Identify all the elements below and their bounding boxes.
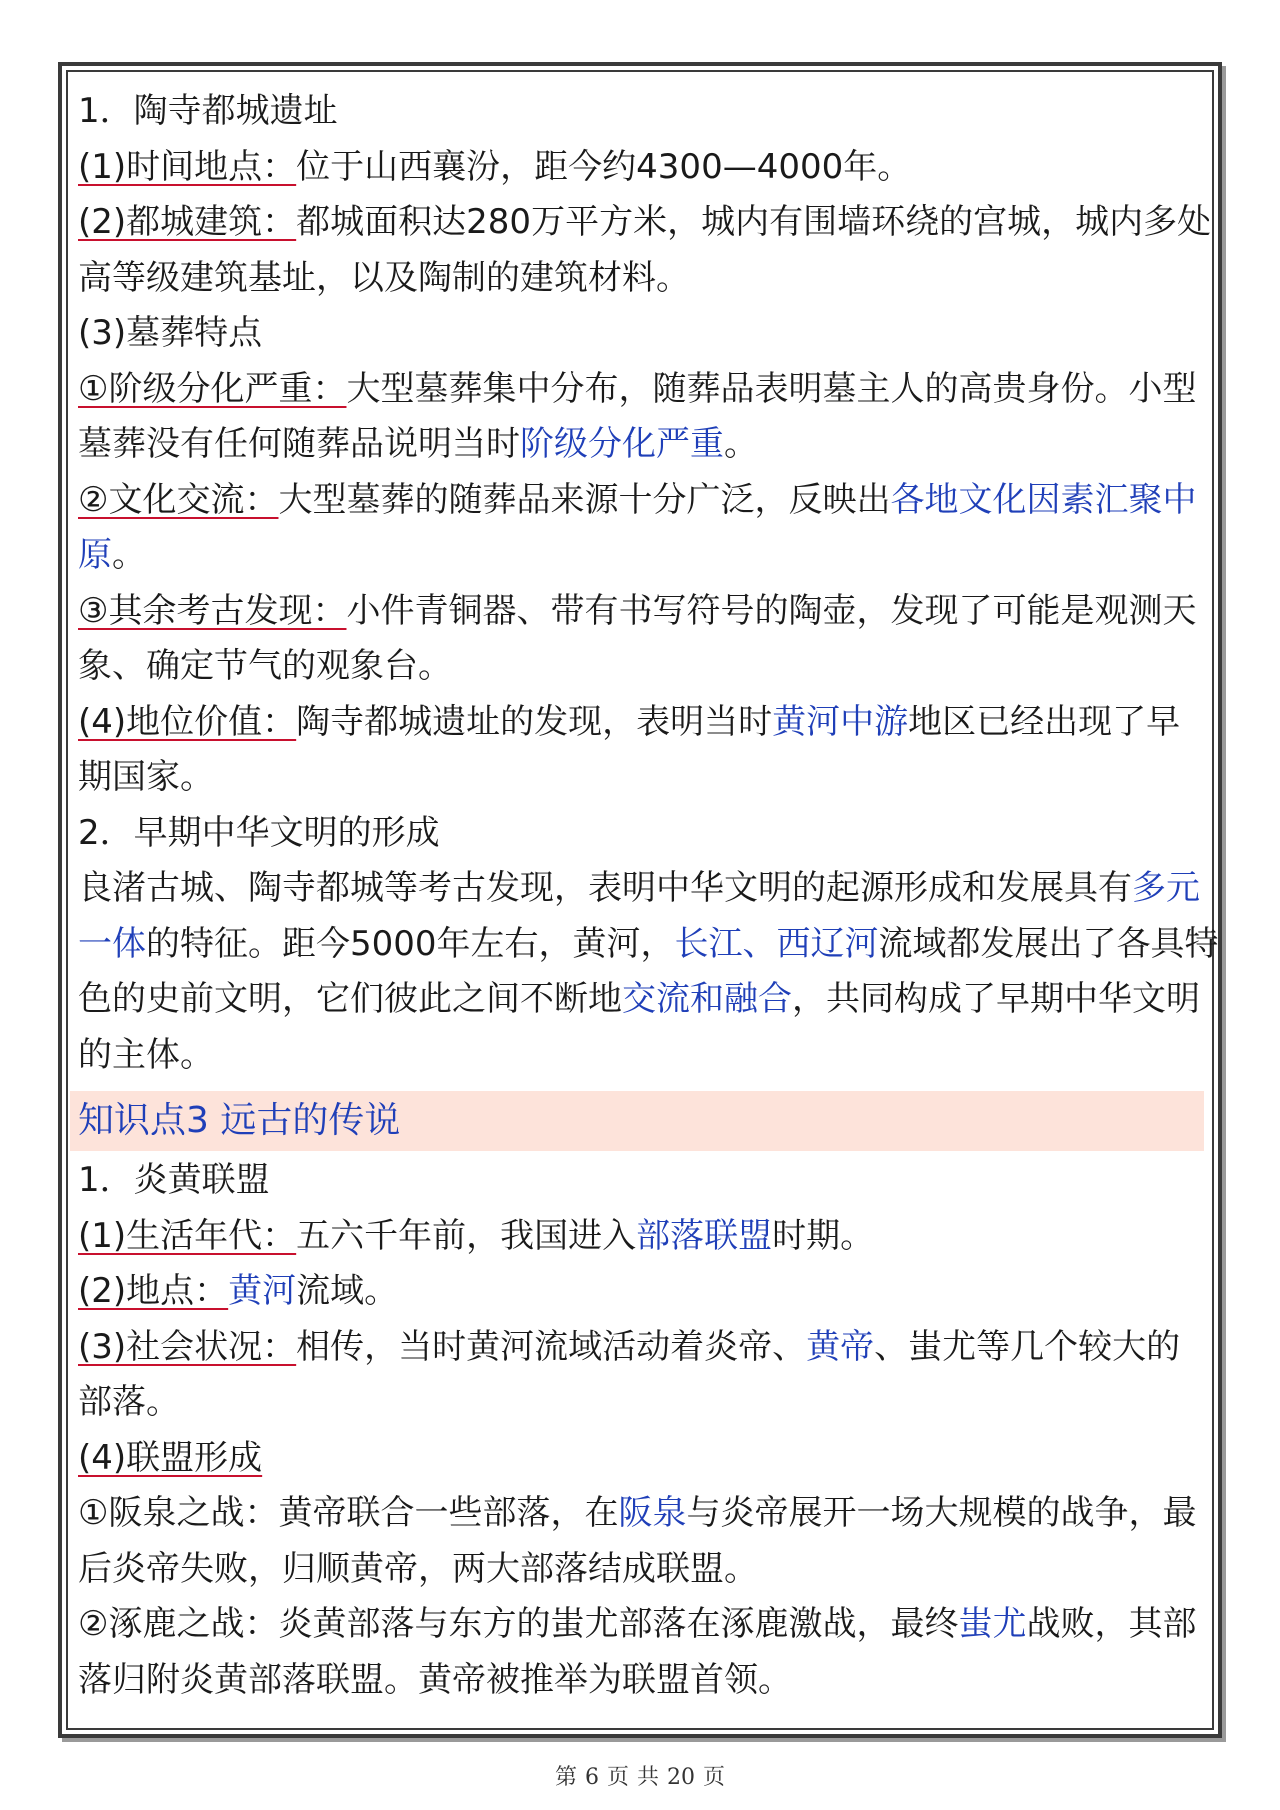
keyword-exchange: 交流和融合 <box>622 979 792 1019</box>
text-civ-3a: 色的史前文明，它们彼此之间不断地 <box>78 979 622 1019</box>
text-zhuolu-b: 战败，其部 <box>1026 1604 1197 1644</box>
para-culture <box>78 473 1204 529</box>
label-society: (3)社会状况： <box>78 1326 297 1367</box>
subtitle-alliance-formation <box>78 1431 1204 1487</box>
keyword-pluralistic: 多元 <box>1132 868 1200 908</box>
para-status <box>78 695 1204 751</box>
para-culture-cont <box>78 528 1204 584</box>
keyword-chiyou: 蚩尤 <box>958 1604 1027 1644</box>
text-civ-2b: 流域都发展出了各具特 <box>878 923 1219 964</box>
para-status-cont: 期国家。 <box>78 757 214 797</box>
para-class-cont <box>78 417 1204 473</box>
footer-di: 第 <box>554 1765 577 1790</box>
para-finds <box>78 584 1204 640</box>
keyword-tribal-alliance: 部落联盟 <box>636 1215 773 1256</box>
keyword-yangtze: 长江 <box>674 923 743 964</box>
text-era-end: 时期。 <box>772 1215 875 1256</box>
text-era: 五六千年前，我国进入 <box>296 1215 637 1256</box>
text-culture: 大型墓葬的随葬品来源十分广泛，反映出 <box>278 479 891 520</box>
label-class: ①阶级分化严重： <box>78 368 347 409</box>
text-time-place: 位于山西襄汾，距今约4300—4000年。 <box>296 146 912 187</box>
para-architecture-cont: 高等级建筑基址，以及陶制的建筑材料。 <box>78 257 690 298</box>
para-society-cont: 部落。 <box>78 1382 180 1422</box>
footer-page-number: 6 <box>584 1765 599 1790</box>
page-footer <box>0 1760 1280 1791</box>
document-body <box>78 84 1219 1708</box>
subtitle-burial: (3)墓葬特点 <box>78 313 263 353</box>
keyword-banquan: 阪泉 <box>618 1493 687 1533</box>
para-zhuolu-cont: 落归附炎黄部落联盟。黄帝被推举为联盟首领。 <box>78 1659 792 1700</box>
para-civ-1 <box>78 861 1204 917</box>
keyword-culture-b: 原 <box>78 535 112 575</box>
label-finds: ③其余考古发现： <box>78 590 347 631</box>
para-place <box>78 1264 1204 1320</box>
para-banquan-cont: 后炎帝失败，归顺黄帝，两大部落结成联盟。 <box>78 1548 758 1589</box>
keyword-class: 阶级分化严重 <box>520 424 724 464</box>
para-society <box>78 1320 1204 1376</box>
para-architecture <box>78 195 1212 251</box>
section-title-alliance: 1．炎黄联盟 <box>78 1160 270 1200</box>
label-era: (1)生活年代： <box>78 1215 297 1256</box>
text-civ-2a: 的特征。距今5000年左右，黄河， <box>146 923 675 964</box>
section-title-civilization: 2．早期中华文明的形成 <box>78 812 440 853</box>
text-society-a: 相传，当时黄河流域活动着炎帝、 <box>296 1326 807 1367</box>
text-civ-3b: ，共同构成了早期中华文明 <box>792 979 1200 1019</box>
para-banquan <box>78 1486 1204 1542</box>
para-time-place <box>78 140 1204 196</box>
label-place: (2)地点： <box>78 1271 229 1311</box>
footer-gong: 共 <box>637 1765 660 1790</box>
punct: 。 <box>112 535 146 575</box>
keyword-yellow-river: 黄河 <box>228 1271 297 1311</box>
text-status-b: 地区已经出现了早 <box>908 701 1181 742</box>
para-zhuolu <box>78 1597 1204 1653</box>
separator: 、 <box>742 923 777 964</box>
footer-total-pages: 20 <box>667 1765 696 1790</box>
label-status: (4)地位价值： <box>78 701 297 742</box>
label-alliance-formation: (4)联盟形成 <box>78 1437 263 1478</box>
keyword-yellow-river-middle: 黄河中游 <box>772 701 909 742</box>
text-zhuolu-a: ②涿鹿之战：炎黄部落与东方的蚩尤部落在涿鹿激战，最终 <box>78 1604 959 1644</box>
text-banquan-b: 与炎帝展开一场大规模的战争，最 <box>686 1493 1197 1533</box>
keyword-xiliao: 西辽河 <box>776 923 879 964</box>
punct: 。 <box>724 424 758 464</box>
para-civ-4: 的主体。 <box>78 1034 214 1075</box>
knowledge-point-heading: 知识点3 远古的传说 <box>70 1091 1204 1151</box>
para-era <box>78 1209 1204 1265</box>
text-architecture-a: 都城面积达280万平方米，城内有围墙环绕的宫城，城内多处 <box>296 202 1212 242</box>
para-civ-2 <box>78 917 1219 973</box>
para-civ-3 <box>78 972 1204 1028</box>
text-class-a: 大型墓葬集中分布，随葬品表明墓主人的高贵身份。小型 <box>346 368 1197 409</box>
label-architecture: (2)都城建筑： <box>78 202 297 242</box>
text-finds-a: 小件青铜器、带有书写符号的陶壶，发现了可能是观测天 <box>346 590 1197 631</box>
text-class-b: 墓葬没有任何随葬品说明当时 <box>78 424 520 464</box>
text-place-end: 流域。 <box>296 1271 399 1311</box>
text-banquan-a: ①阪泉之战：黄帝联合一些部落，在 <box>78 1493 619 1533</box>
label-time-place: (1)时间地点： <box>78 146 297 187</box>
footer-ye2: 页 <box>703 1765 726 1790</box>
text-society-b: 、蚩尤等几个较大的 <box>874 1326 1181 1367</box>
text-civ-1: 良渚古城、陶寺都城等考古发现，表明中华文明的起源形成和发展具有 <box>78 868 1132 908</box>
footer-ye: 页 <box>606 1765 629 1790</box>
para-class <box>78 362 1204 418</box>
text-status-a: 陶寺都城遗址的发现，表明当时 <box>296 701 773 742</box>
label-culture: ②文化交流： <box>78 479 279 520</box>
keyword-culture-a: 各地文化因素汇聚中 <box>890 479 1197 520</box>
keyword-huangdi: 黄帝 <box>806 1326 875 1367</box>
para-finds-cont: 象、确定节气的观象台。 <box>78 646 452 686</box>
keyword-unity: 一体 <box>78 923 146 964</box>
section-title-taosi: 1．陶寺都城遗址 <box>78 91 338 131</box>
